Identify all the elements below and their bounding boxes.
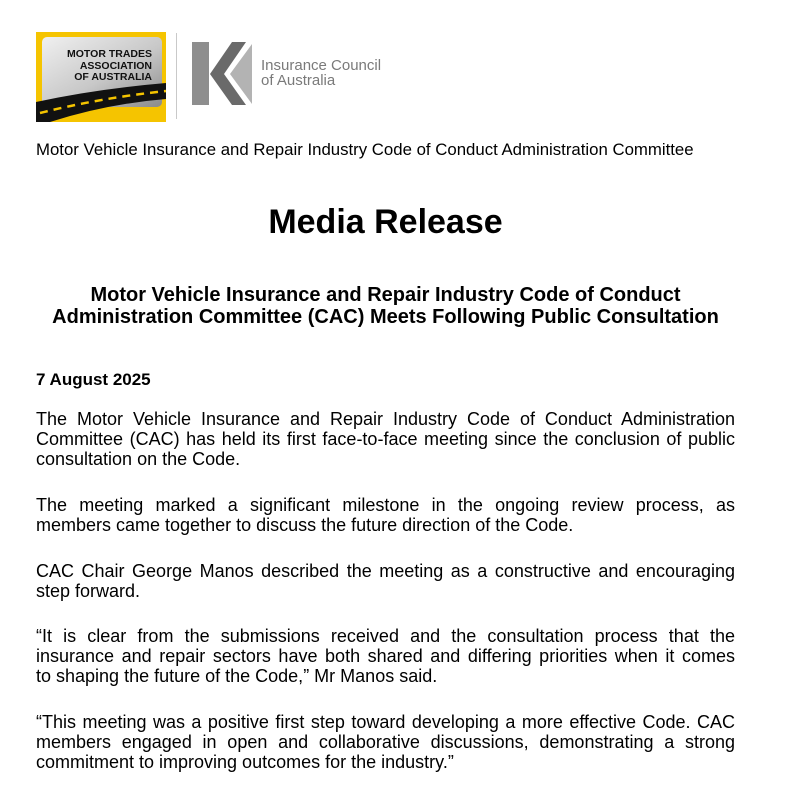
paragraph-line: The Motor Vehicle Insurance and Repair Industry Code of Conduct Administration	[36, 409, 735, 429]
paragraph-line: CAC Chair George Manos described the meeting as a constructive and encouraging	[36, 561, 735, 581]
paragraph-line: “This meeting was a positive first step toward developing a more effective Code. CAC	[36, 712, 735, 732]
paragraph-2	[36, 495, 735, 535]
ica-mark-bar	[192, 42, 209, 105]
paragraph-4-quote	[36, 626, 735, 686]
headline-line: Administration Committee (CAC) Meets Following Public Consultation	[52, 306, 719, 328]
mtaa-logo	[36, 32, 166, 122]
paragraph-1	[36, 409, 735, 469]
mtaa-logo-text-line1: MOTOR TRADES	[67, 48, 152, 60]
paragraph-line: “It is clear from the submissions received and the consultation process that the	[36, 626, 735, 646]
headline-line: Motor Vehicle Insurance and Repair Industry Code of Conduct	[90, 284, 681, 306]
paragraph-line: consultation on the Code.	[36, 449, 241, 469]
paragraph-line: commitment to improving outcomes for the industry.”	[36, 752, 454, 772]
paragraph-line: members engaged in open and collaborative discussions, demonstrating a strong	[36, 732, 735, 752]
paragraph-5-quote	[36, 712, 735, 772]
ica-logo-text-line1: Insurance Council	[261, 57, 382, 74]
headline	[36, 284, 735, 328]
paragraph-line: to shaping the future of the Code,” Mr Manos said.	[36, 666, 438, 686]
paragraph-line: Committee (CAC) has held its first face-to-face meeting since the conclusion of public	[36, 429, 735, 449]
page-title: Media Release	[268, 203, 503, 241]
logo-divider	[176, 33, 177, 119]
mtaa-logo-text-line2: ASSOCIATION	[79, 60, 152, 72]
ica-logo-text-line2: of Australia	[261, 72, 336, 89]
paragraph-line: insurance and repair sectors have both shared and differing priorities when it comes	[36, 646, 735, 666]
ica-logo-mark-icon	[190, 40, 254, 108]
paragraph-line: members came together to discuss the future direction of the Code.	[36, 515, 574, 535]
paragraph-line: The meeting marked a significant milestone in the ongoing review process, as	[36, 495, 735, 515]
paragraph-3	[36, 561, 735, 601]
paragraph-line: step forward.	[36, 581, 141, 601]
mtaa-logo-text-line3: OF AUSTRALIA	[74, 71, 152, 83]
release-date: 7 August 2025	[36, 370, 151, 389]
ica-logo-wordmark	[261, 58, 381, 88]
committee-name-line: Motor Vehicle Insurance and Repair Industry Code of Conduct Administration Committee	[36, 140, 694, 159]
